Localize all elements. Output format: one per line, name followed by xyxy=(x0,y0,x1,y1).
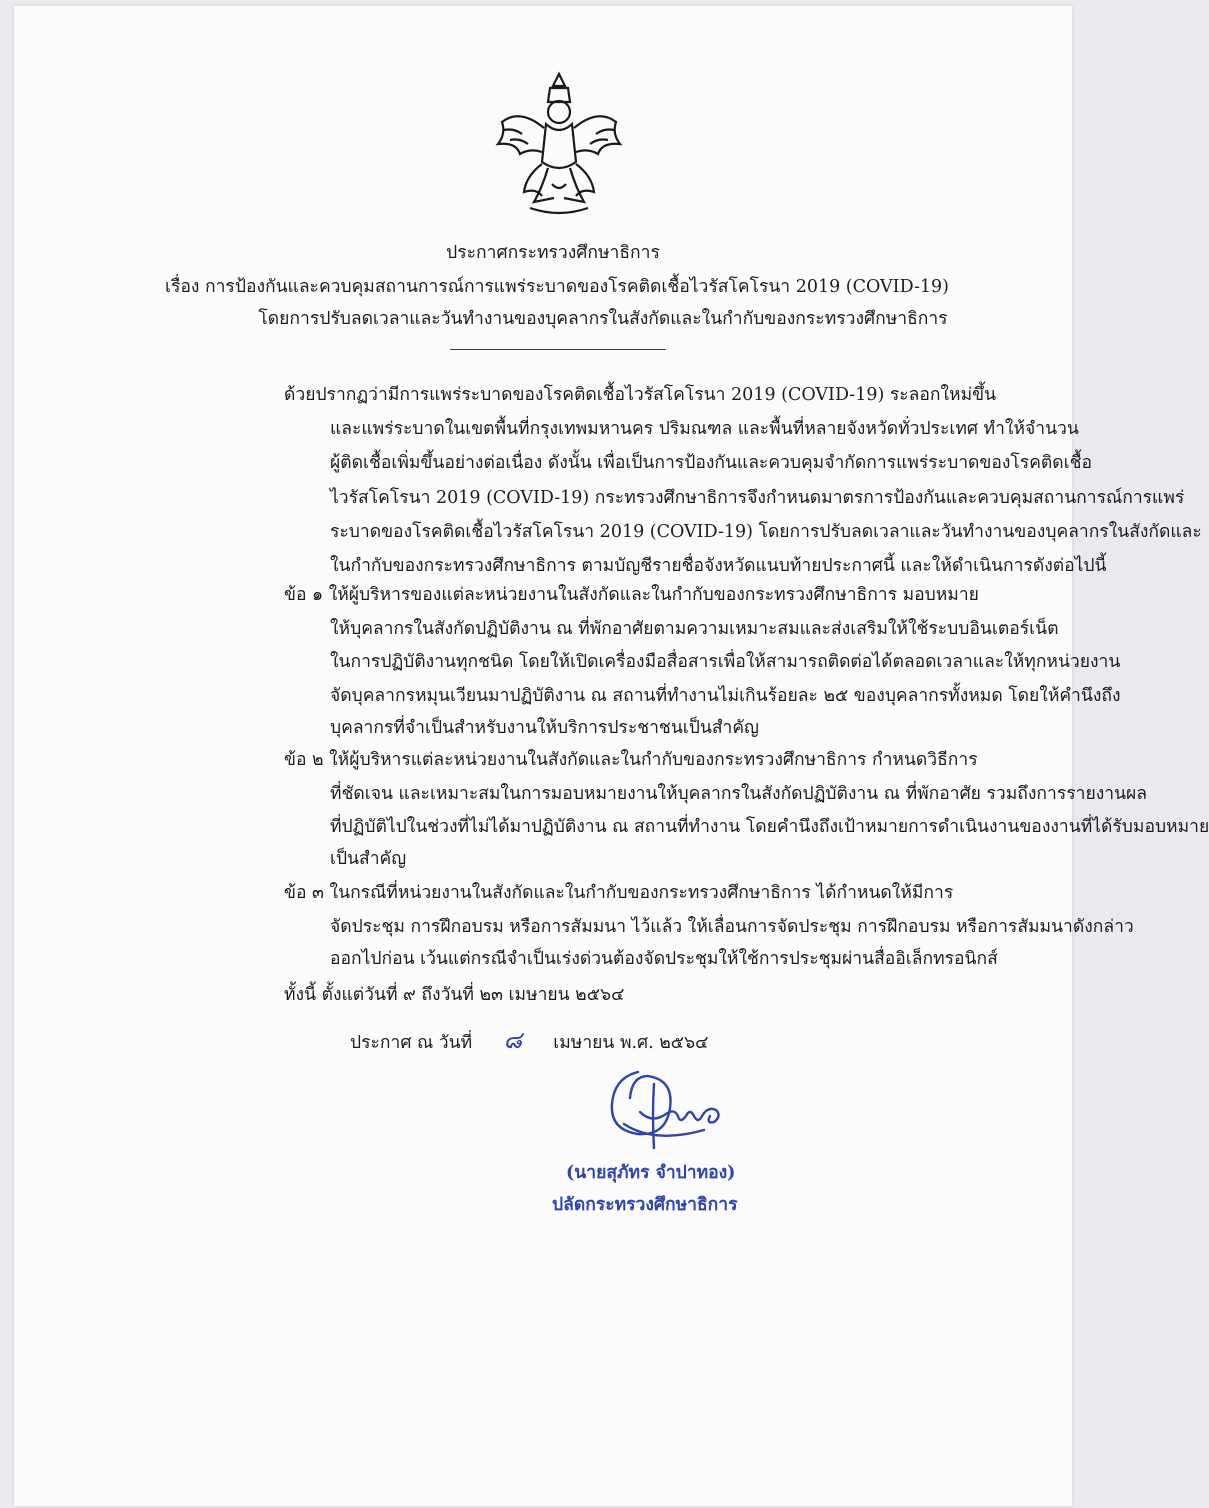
signatory-title: ปลัดกระทรวงศึกษาธิการ xyxy=(552,1195,738,1215)
clause-1-line: ให้บุคลากรในสังกัดปฏิบัติงาน ณ ที่พักอาศัยตามความเหมาะสมและส่งเสริมให้ใช้ระบบอินเตอร์เน็ต xyxy=(330,619,1059,639)
announcement-date xyxy=(350,1020,708,1059)
announcement-day-handwritten: ๘ xyxy=(503,1026,522,1054)
clause-3-line: ข้อ ๓ ในกรณีที่หน่วยงานในสังกัดและในกำกับของกระทรวงศึกษาธิการ ได้กำหนดให้มีการ xyxy=(284,883,954,903)
announcement-date-prefix: ประกาศ ณ วันที่ xyxy=(350,1033,473,1053)
clause-1-line: บุคลากรที่จำเป็นสำหรับงานให้บริการประชาชนเป็นสำคัญ xyxy=(330,718,759,738)
announcement-subject-continued: โดยการปรับลดเวลาและวันทำงานของบุคลากรในสังกัดและในกำกับของกระทรวงศึกษาธิการ xyxy=(258,309,948,329)
body-line: ด้วยปรากฏว่ามีการแพร่ระบาดของโรคติดเชื้อไวรัสโคโรนา 2019 (COVID-19) ระลอกใหม่ขึ้น xyxy=(284,385,997,405)
clause-1-line: ข้อ ๑ ให้ผู้บริหารของแต่ละหน่วยงานในสังกัดและในกำกับของกระทรวงศึกษาธิการ มอบหมาย xyxy=(284,585,979,605)
announcement-title: ประกาศกระทรวงศึกษาธิการ xyxy=(446,243,660,263)
body-line: ไวรัสโคโรนา 2019 (COVID-19) กระทรวงศึกษาธิการจึงกำหนดมาตรการป้องกันและควบคุมสถานการณ์การแพร่ xyxy=(330,488,1185,508)
document-page xyxy=(14,6,1209,1506)
announcement-subject: เรื่อง การป้องกันและควบคุมสถานการณ์การแพร่ระบาดของโรคติดเชื้อไวรัสโคโรนา 2019 (COVID-19) xyxy=(165,277,949,297)
effective-period: ทั้งนี้ ตั้งแต่วันที่ ๙ ถึงวันที่ ๒๓ เมษายน ๒๕๖๔ xyxy=(284,985,625,1005)
clause-1-line: ในการปฏิบัติงานทุกชนิด โดยให้เปิดเครื่องมือสื่อสารเพื่อให้สามารถติดต่อได้ตลอดเวลาและให้ทุกหน่วยงาน xyxy=(330,652,1121,672)
body-line: ในกำกับของกระทรวงศึกษาธิการ ตามบัญชีรายชื่อจังหวัดแนบท้ายประกาศนี้ และให้ดำเนินการดังต่อไปนี้ xyxy=(330,556,1107,576)
clause-1-line: จัดบุคลากรหมุนเวียนมาปฏิบัติงาน ณ สถานที่ทำงานไม่เกินร้อยละ ๒๕ ของบุคลากรทั้งหมด โดยให้คำนึงถึง xyxy=(330,686,1121,706)
title-divider xyxy=(450,349,666,350)
clause-3-line: จัดประชุม การฝึกอบรม หรือการสัมมนา ไว้แล้ว ให้เลื่อนการจัดประชุม การฝึกอบรม หรือการสัมมนาดังกล่าว xyxy=(330,917,1134,937)
body-line: ระบาดของโรคติดเชื้อไวรัสโคโรนา 2019 (COVID-19) โดยการปรับลดเวลาและวันทำงานของบุคลากรในสังกัดและ xyxy=(330,522,1202,542)
clause-2-line: เป็นสำคัญ xyxy=(330,849,407,869)
body-line: ผู้ติดเชื้อเพิ่มขึ้นอย่างต่อเนื่อง ดังนั้น เพื่อเป็นการป้องกันและควบคุมจำกัดการแพร่ระบาดของโรคติดเชื้อ xyxy=(330,453,1093,473)
clause-2-line: ที่ชัดเจน และเหมาะสมในการมอบหมายงานให้บุคลากรในสังกัดปฏิบัติงาน ณ ที่พักอาศัย รวมถึงการรายงานผล xyxy=(330,784,1148,804)
body-line: และแพร่ระบาดในเขตพื้นที่กรุงเทพมหานคร ปริมณฑล และพื้นที่หลายจังหวัดทั่วประเทศ ทำให้จำนวน xyxy=(330,419,1079,439)
signatory-name: (นายสุภัทร จำปาทอง) xyxy=(566,1163,736,1183)
announcement-date-suffix: เมษายน พ.ศ. ๒๕๖๔ xyxy=(553,1033,709,1053)
clause-3-line: ออกไปก่อน เว้นแต่กรณีจำเป็นเร่งด่วนต้องจัดประชุมให้ใช้การประชุมผ่านสื่ออิเล็กทรอนิกส์ xyxy=(330,949,998,969)
clause-2-line: ข้อ ๒ ให้ผู้บริหารแต่ละหน่วยงานในสังกัดและในกำกับของกระทรวงศึกษาธิการ กำหนดวิธีการ xyxy=(284,750,978,770)
handwritten-signature xyxy=(594,1064,754,1164)
garuda-emblem-icon xyxy=(490,64,628,218)
clause-2-line: ที่ปฏิบัติไปในช่วงที่ไม่ได้มาปฏิบัติงาน ณ สถานที่ทำงาน โดยคำนึงถึงเป้าหมายการดำเนินงานของงานที่ได้รับมอบหมาย xyxy=(330,817,1209,837)
